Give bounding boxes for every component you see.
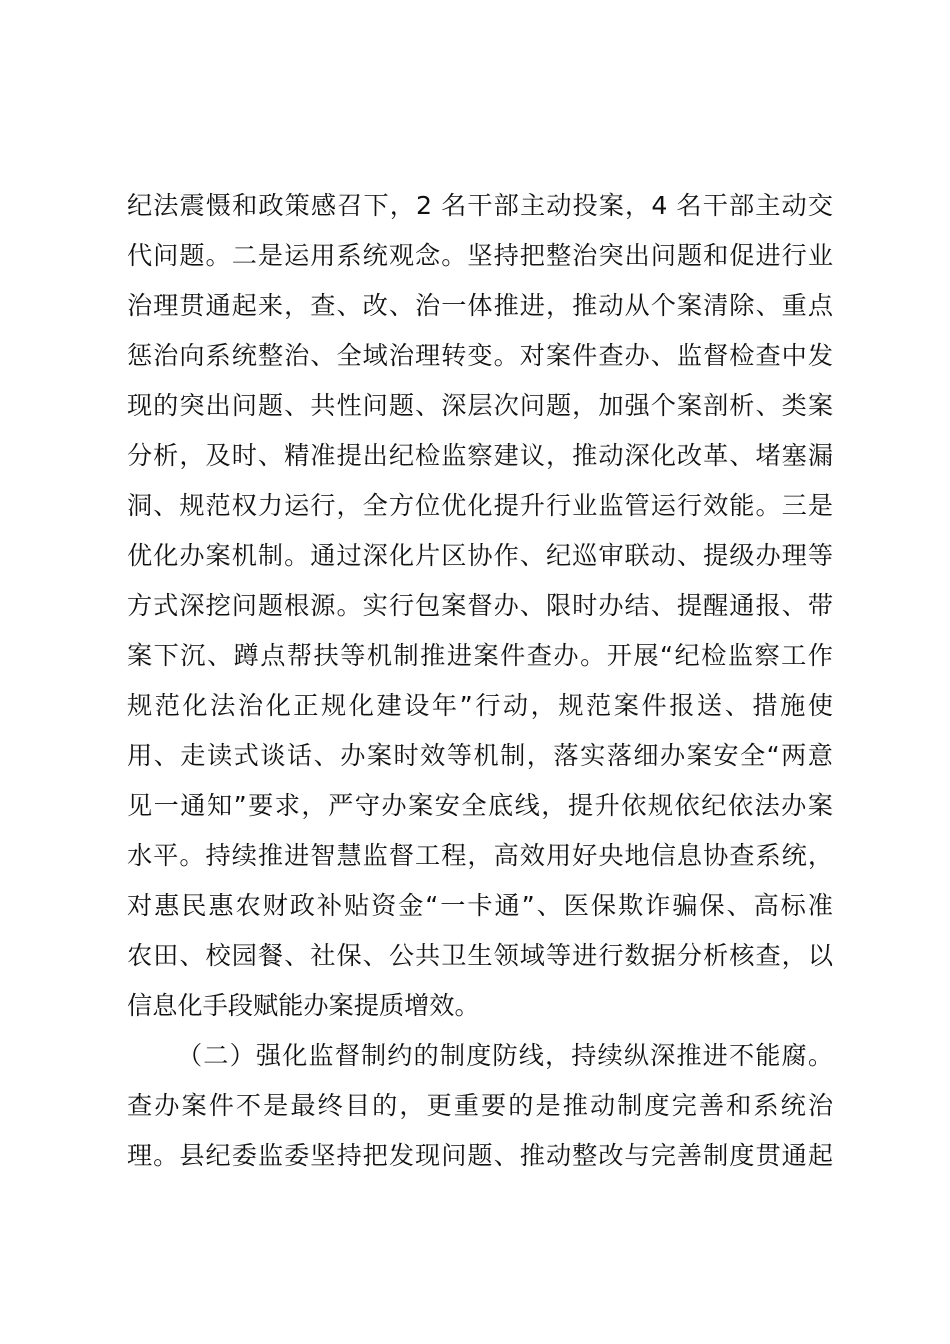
text-line: 水平。持续推进智慧监督工程，高效用好央地信息协查系统， (127, 841, 833, 870)
text-line: 案下沉、蹲点帮扶等机制推进案件查办。开展“纪检监察工作 (127, 641, 833, 670)
text-line: 用、走读式谈话、办案时效等机制，落实落细办案安全“两意 (127, 741, 833, 770)
text-line: 洞、规范权力运行，全方位优化提升行业监管运行效能。三是 (127, 491, 833, 520)
text-line: 信息化手段赋能办案提质增效。 (127, 991, 480, 1020)
text-line: 分析，及时、精准提出纪检监察建议，推动深化改革、堵塞漏 (127, 441, 833, 470)
text-line: 优化办案机制。通过深化片区协作、纪巡审联动、提级办理等 (127, 541, 833, 570)
text-line: 规范化法治化正规化建设年”行动，规范案件报送、措施使 (127, 691, 833, 720)
text-line: 方式深挖问题根源。实行包案督办、限时办结、提醒通报、带 (127, 591, 833, 620)
text-line: 理。县纪委监委坚持把发现问题、推动整改与完善制度贯通起 (127, 1141, 833, 1170)
text-line: 纪法震慑和政策感召下，2 名干部主动投案，4 名干部主动交 (127, 191, 833, 220)
text-line: 治理贯通起来，查、改、治一体推进，推动从个案清除、重点 (127, 291, 833, 320)
text-line: 见一通知”要求，严守办案安全底线，提升依规依纪依法办案 (127, 791, 833, 820)
paragraph-1 (127, 181, 837, 1031)
paragraph-2 (127, 1031, 837, 1181)
body-text (127, 181, 837, 1181)
text-line: 农田、校园餐、社保、公共卫生领域等进行数据分析核查，以 (127, 941, 833, 970)
section-heading-line: （二）强化监督制约的制度防线，持续纵深推进不能腐。 (177, 1041, 833, 1070)
text-line: 惩治向系统整治、全域治理转变。对案件查办、监督检查中发 (127, 341, 833, 370)
text-line: 对惠民惠农财政补贴资金“一卡通”、医保欺诈骗保、高标准 (127, 891, 833, 920)
text-line: 现的突出问题、共性问题、深层次问题，加强个案剖析、类案 (127, 391, 833, 420)
text-line: 代问题。二是运用系统观念。坚持把整治突出问题和促进行业 (127, 241, 833, 270)
text-line: 查办案件不是最终目的，更重要的是推动制度完善和系统治 (127, 1091, 833, 1120)
